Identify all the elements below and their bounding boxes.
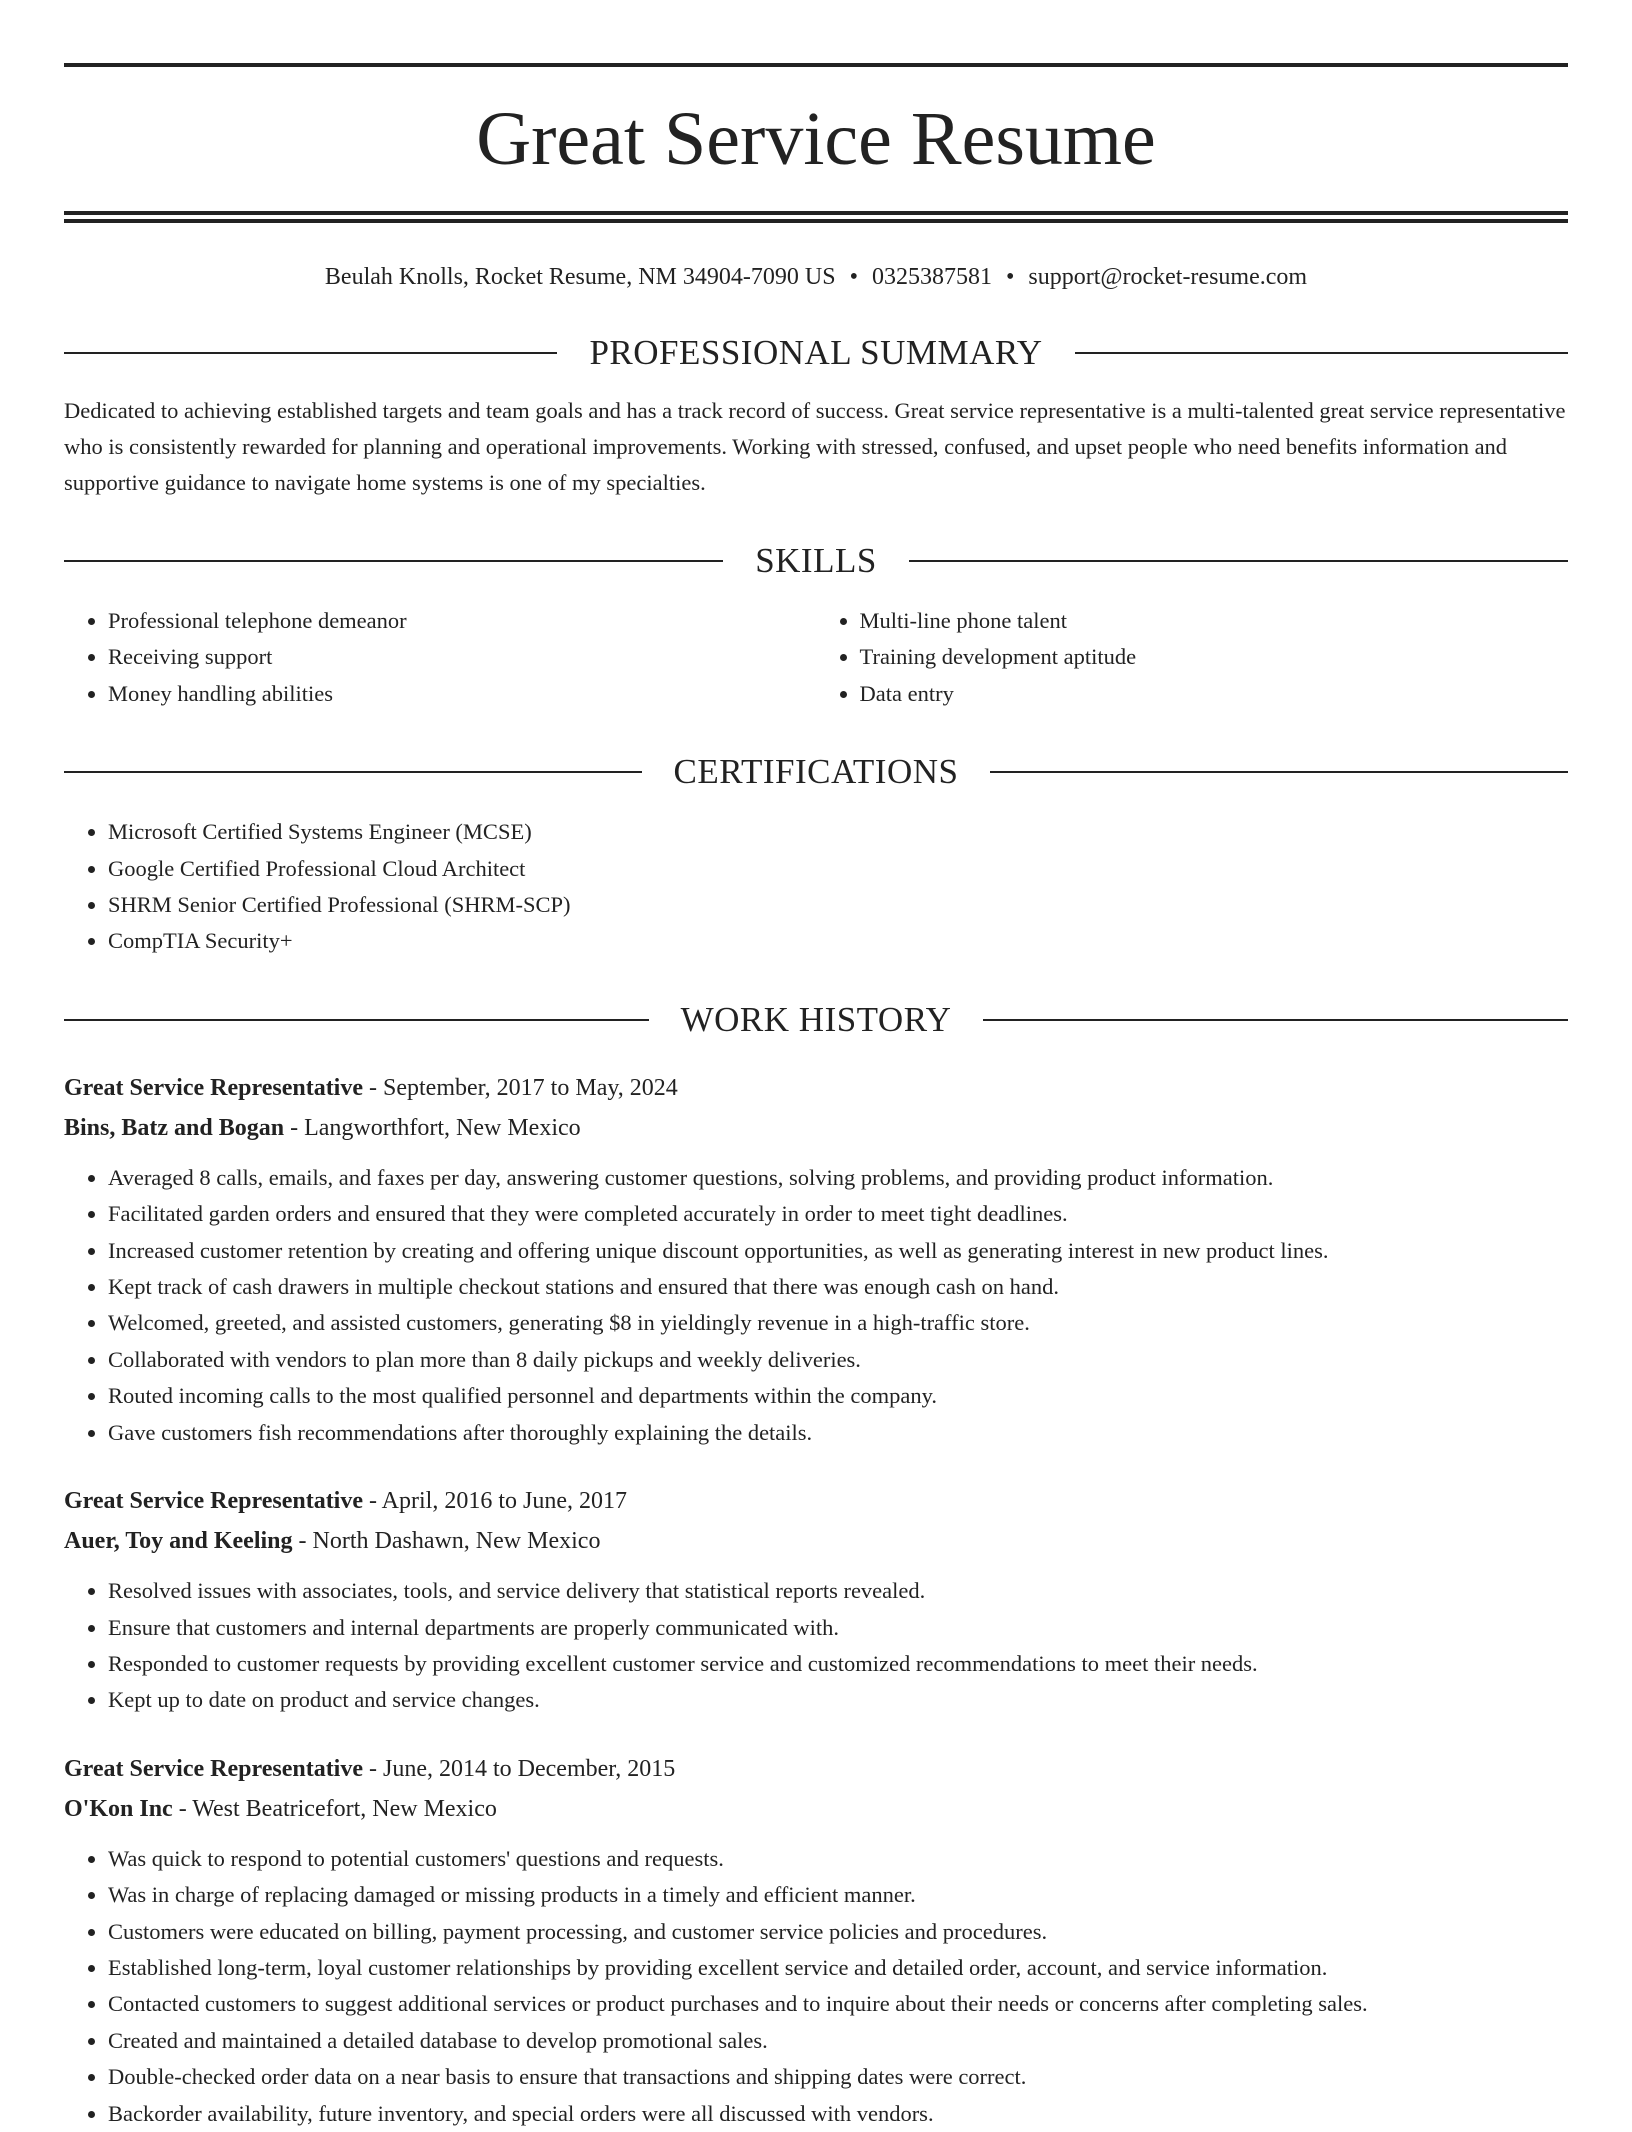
job-bullet: • Was quick to respond to potential customers' questions and requests. xyxy=(108,1841,1568,1877)
contact-separator: • xyxy=(849,264,858,290)
certification-item: • SHRM Senior Certified Professional (SHRM-SCP) xyxy=(108,887,1568,923)
section-rule xyxy=(990,771,1568,773)
job-bullet: • Was in charge of replacing damaged or missing products in a timely and efficient manner. xyxy=(108,1877,1568,1913)
section-header-work-history xyxy=(64,1000,1568,1040)
certification-item: • Microsoft Certified Systems Engineer (MCSE) xyxy=(108,814,1568,850)
job-dates: - June, 2014 to December, 2015 xyxy=(363,1755,676,1782)
skill-item: • Professional telephone demeanor xyxy=(108,603,817,639)
section-rule xyxy=(64,352,557,354)
job-bullet: • Facilitated garden orders and ensured that they were completed accurately in order to meet tight deadlines. xyxy=(108,1196,1568,1232)
summary-paragraph: Dedicated to achieving established targets and team goals and has a track record of success. Great service representative is a multi-talented great service representative who is consistently rewarded for planning and operational improvements. Working with stressed, confused, and upset people who need benefits information and supportive guidance to navigate home systems is one of my specialties. xyxy=(64,398,1566,495)
job-bullet: • Created and maintained a detailed database to develop promotional sales. xyxy=(108,2023,1568,2059)
section-title: WORK HISTORY xyxy=(680,999,952,1039)
job-bullet: • Established long-term, loyal customer relationships by providing excellent service and detailed order, account, and service information. xyxy=(108,1950,1568,1986)
job-bullet: • Ensure that customers and internal departments are properly communicated with. xyxy=(108,1610,1568,1646)
job-company: O'Kon Inc xyxy=(64,1795,173,1822)
section-rule xyxy=(909,560,1568,562)
certification-item: • Google Certified Professional Cloud Architect xyxy=(108,851,1568,887)
section-header-skills xyxy=(64,541,1568,581)
job-bullet: • Routed incoming calls to the most qualified personnel and departments within the company. xyxy=(108,1378,1568,1414)
job-bullet: • Welcomed, greeted, and assisted customers, generating $8 in yieldingly revenue in a high-traffic store. xyxy=(108,1305,1568,1341)
certification-item: • CompTIA Security+ xyxy=(108,923,1568,959)
skills-column-left xyxy=(64,603,817,712)
job-company: Auer, Toy and Keeling xyxy=(64,1528,293,1555)
job-bullet: • Backorder availability, future inventory, and special orders were all discussed with vendors. xyxy=(108,2096,1568,2132)
title-double-rule xyxy=(64,211,1568,223)
job-bullet: • Kept track of cash drawers in multiple checkout stations and ensured that there was enough cash on hand. xyxy=(108,1269,1568,1305)
job-title-line xyxy=(64,1749,1568,1789)
job-bullet: • Kept up to date on product and service changes. xyxy=(108,1682,1568,1718)
skill-item: • Data entry xyxy=(860,676,1569,712)
job-title: Great Service Representative xyxy=(64,1488,364,1515)
section-rule xyxy=(64,1019,649,1021)
job-title: Great Service Representative xyxy=(64,1074,364,1101)
job-bullet: • Contacted customers to suggest additional services or product purchases and to inquire about their needs or concerns after completing sales. xyxy=(108,1986,1568,2022)
skills-column-right xyxy=(817,603,1569,712)
job-location: - West Beatricefort, New Mexico xyxy=(172,1795,497,1822)
job-company: Bins, Batz and Bogan xyxy=(64,1114,285,1141)
resume-page xyxy=(64,0,1568,2132)
job-bullet: • Responded to customer requests by providing excellent customer service and customized recommendations to meet their needs. xyxy=(108,1646,1568,1682)
section-title: PROFESSIONAL SUMMARY xyxy=(589,333,1043,372)
resume-title: Great Service Resume xyxy=(476,97,1156,181)
job-bullet: • Resolved issues with associates, tools, and service delivery that statistical reports revealed. xyxy=(108,1573,1568,1609)
job-bullets xyxy=(64,1841,1568,2132)
section-title: SKILLS xyxy=(755,541,877,580)
job-bullet: • Averaged 8 calls, emails, and faxes per day, answering customer questions, solving problems, and providing product information. xyxy=(108,1160,1568,1196)
job-entry xyxy=(64,1749,1568,2132)
section-header-summary xyxy=(64,333,1568,373)
skill-item: • Multi-line phone talent xyxy=(860,603,1569,639)
section-rule xyxy=(64,771,642,773)
job-bullet: • Customers were educated on billing, payment processing, and customer service policies and procedures. xyxy=(108,1914,1568,1950)
job-bullet: • Increased customer retention by creating and offering unique discount opportunities, as well as generating interest in new product lines. xyxy=(108,1233,1568,1269)
skill-item: • Training development aptitude xyxy=(860,639,1569,675)
skill-item: • Money handling abilities xyxy=(108,676,817,712)
job-title: Great Service Representative xyxy=(64,1755,364,1782)
job-company-line xyxy=(64,1521,1568,1561)
skill-item: • Receiving support xyxy=(108,639,817,675)
job-bullet: • Gave customers fish recommendations after thoroughly explaining the details. xyxy=(108,1415,1568,1451)
job-title-line xyxy=(64,1068,1568,1108)
contact-phone: 0325387581 xyxy=(871,264,992,290)
contact-email: support@rocket-resume.com xyxy=(1028,264,1308,290)
section-title: CERTIFICATIONS xyxy=(673,752,959,792)
contact-line xyxy=(64,261,1568,293)
certifications-list xyxy=(64,814,1568,960)
section-rule xyxy=(64,560,723,562)
job-bullet: • Double-checked order data on a near basis to ensure that transactions and shipping dates were correct. xyxy=(108,2059,1568,2095)
job-company-line xyxy=(64,1108,1568,1148)
section-rule xyxy=(1075,352,1568,354)
job-dates: - April, 2016 to June, 2017 xyxy=(363,1488,628,1515)
job-title-line xyxy=(64,1481,1568,1521)
job-dates: - September, 2017 to May, 2024 xyxy=(363,1074,678,1101)
job-entry xyxy=(64,1481,1568,1719)
job-bullets xyxy=(64,1160,1568,1451)
section-header-certifications xyxy=(64,752,1568,792)
contact-separator: • xyxy=(1005,264,1015,290)
top-rule xyxy=(64,63,1568,67)
job-location: - North Dashawn, New Mexico xyxy=(292,1528,601,1555)
job-bullets xyxy=(64,1573,1568,1719)
contact-address: Beulah Knolls, Rocket Resume, NM 34904-7090 US xyxy=(324,264,836,290)
job-bullet: • Collaborated with vendors to plan more than 8 daily pickups and weekly deliveries. xyxy=(108,1342,1568,1378)
job-entry xyxy=(64,1068,1568,1451)
job-location: - Langworthfort, New Mexico xyxy=(284,1114,581,1141)
skills-list xyxy=(64,603,1568,712)
section-rule xyxy=(983,1019,1568,1021)
job-company-line xyxy=(64,1789,1568,1829)
